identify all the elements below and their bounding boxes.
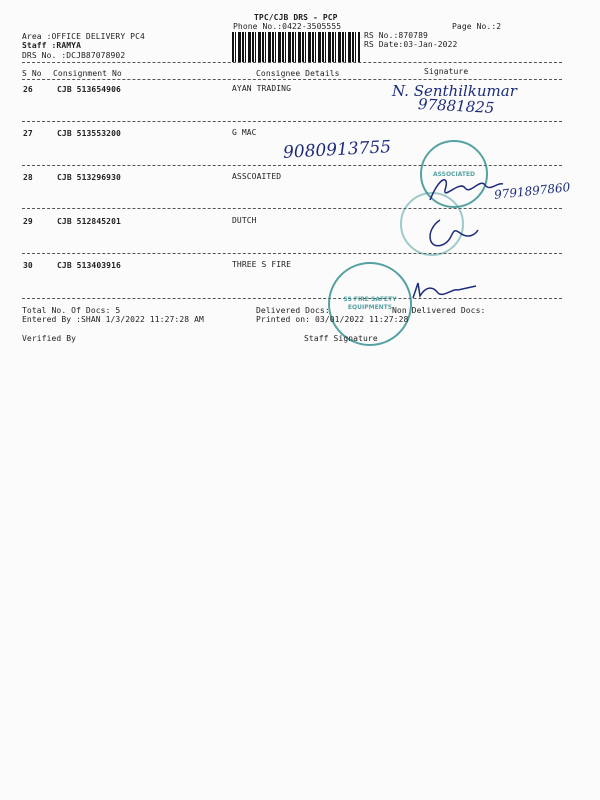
company-stamp: SS FIRE SAFETY EQUIPMENTS <box>328 262 412 346</box>
row-consignee: G MAC <box>232 128 257 137</box>
drs-number: DRS No. :DCJB87078902 <box>22 51 126 60</box>
rs-date: RS Date:03-Jan-2022 <box>364 40 458 49</box>
row-consignee: DUTCH <box>232 216 257 225</box>
row-consignee: AYAN TRADING <box>232 84 291 93</box>
verified-by: Verified By <box>22 334 77 343</box>
col-sno: S No <box>22 69 42 78</box>
col-consignee: Consignee Details <box>256 69 340 78</box>
row-sno: 26 <box>23 85 33 94</box>
printed-on: Printed on: 03/01/2022 11:27:28 <box>256 315 409 324</box>
entered-by: Entered By :SHAN 1/3/2022 11:27:28 AM <box>22 315 204 324</box>
header-top-rule <box>22 62 562 63</box>
signature-row30 <box>408 278 478 303</box>
non-delivered-docs: Non Delivered Docs: <box>392 306 486 315</box>
handwritten-phone: 97881825 <box>417 95 495 117</box>
col-consignment: Consignment No <box>53 69 122 78</box>
row-rule <box>22 298 562 299</box>
total-docs: Total No. Of Docs: 5 <box>22 306 121 315</box>
row-sno: 27 <box>23 129 33 138</box>
page-number: Page No.:2 <box>452 22 502 31</box>
row-consignee: THREE S FIRE <box>232 260 291 269</box>
rs-number: RS No.:870789 <box>364 31 428 40</box>
row-consignment: CJB 513553200 <box>57 129 121 138</box>
phone-number: Phone No.:0422-3505555 <box>233 22 342 31</box>
handwritten-phone: 9791897860 <box>493 180 571 202</box>
col-signature: Signature <box>424 67 469 76</box>
row-rule <box>22 253 562 254</box>
row-consignee: ASSCOAITED <box>232 172 282 181</box>
document-title: TPC/CJB DRS - PCP <box>254 13 338 22</box>
row-sno: 29 <box>23 217 33 226</box>
handwritten-phone: 9080913755 <box>282 137 392 163</box>
header-bottom-rule <box>22 79 562 80</box>
barcode <box>232 32 360 62</box>
delivered-docs: Delivered Docs: <box>256 306 330 315</box>
row-sno: 30 <box>23 261 33 270</box>
company-stamp: ASSOCIATED <box>420 140 488 208</box>
row-consignment: CJB 513403916 <box>57 261 121 270</box>
staff-label: Staff :RAMYA <box>22 41 81 50</box>
signature-row29 <box>420 215 480 255</box>
handwritten-name: N. Senthilkumar <box>392 82 517 100</box>
area-label: Area :OFFICE DELIVERY PC4 <box>22 32 145 41</box>
staff-signature-label: Staff Signature <box>304 334 378 343</box>
row-consignment: CJB 513296930 <box>57 173 121 182</box>
row-consignment: CJB 512845201 <box>57 217 121 226</box>
row-consignment: CJB 513654906 <box>57 85 121 94</box>
signature-row28 <box>425 170 505 210</box>
row-sno: 28 <box>23 173 33 182</box>
row-rule <box>22 121 562 122</box>
